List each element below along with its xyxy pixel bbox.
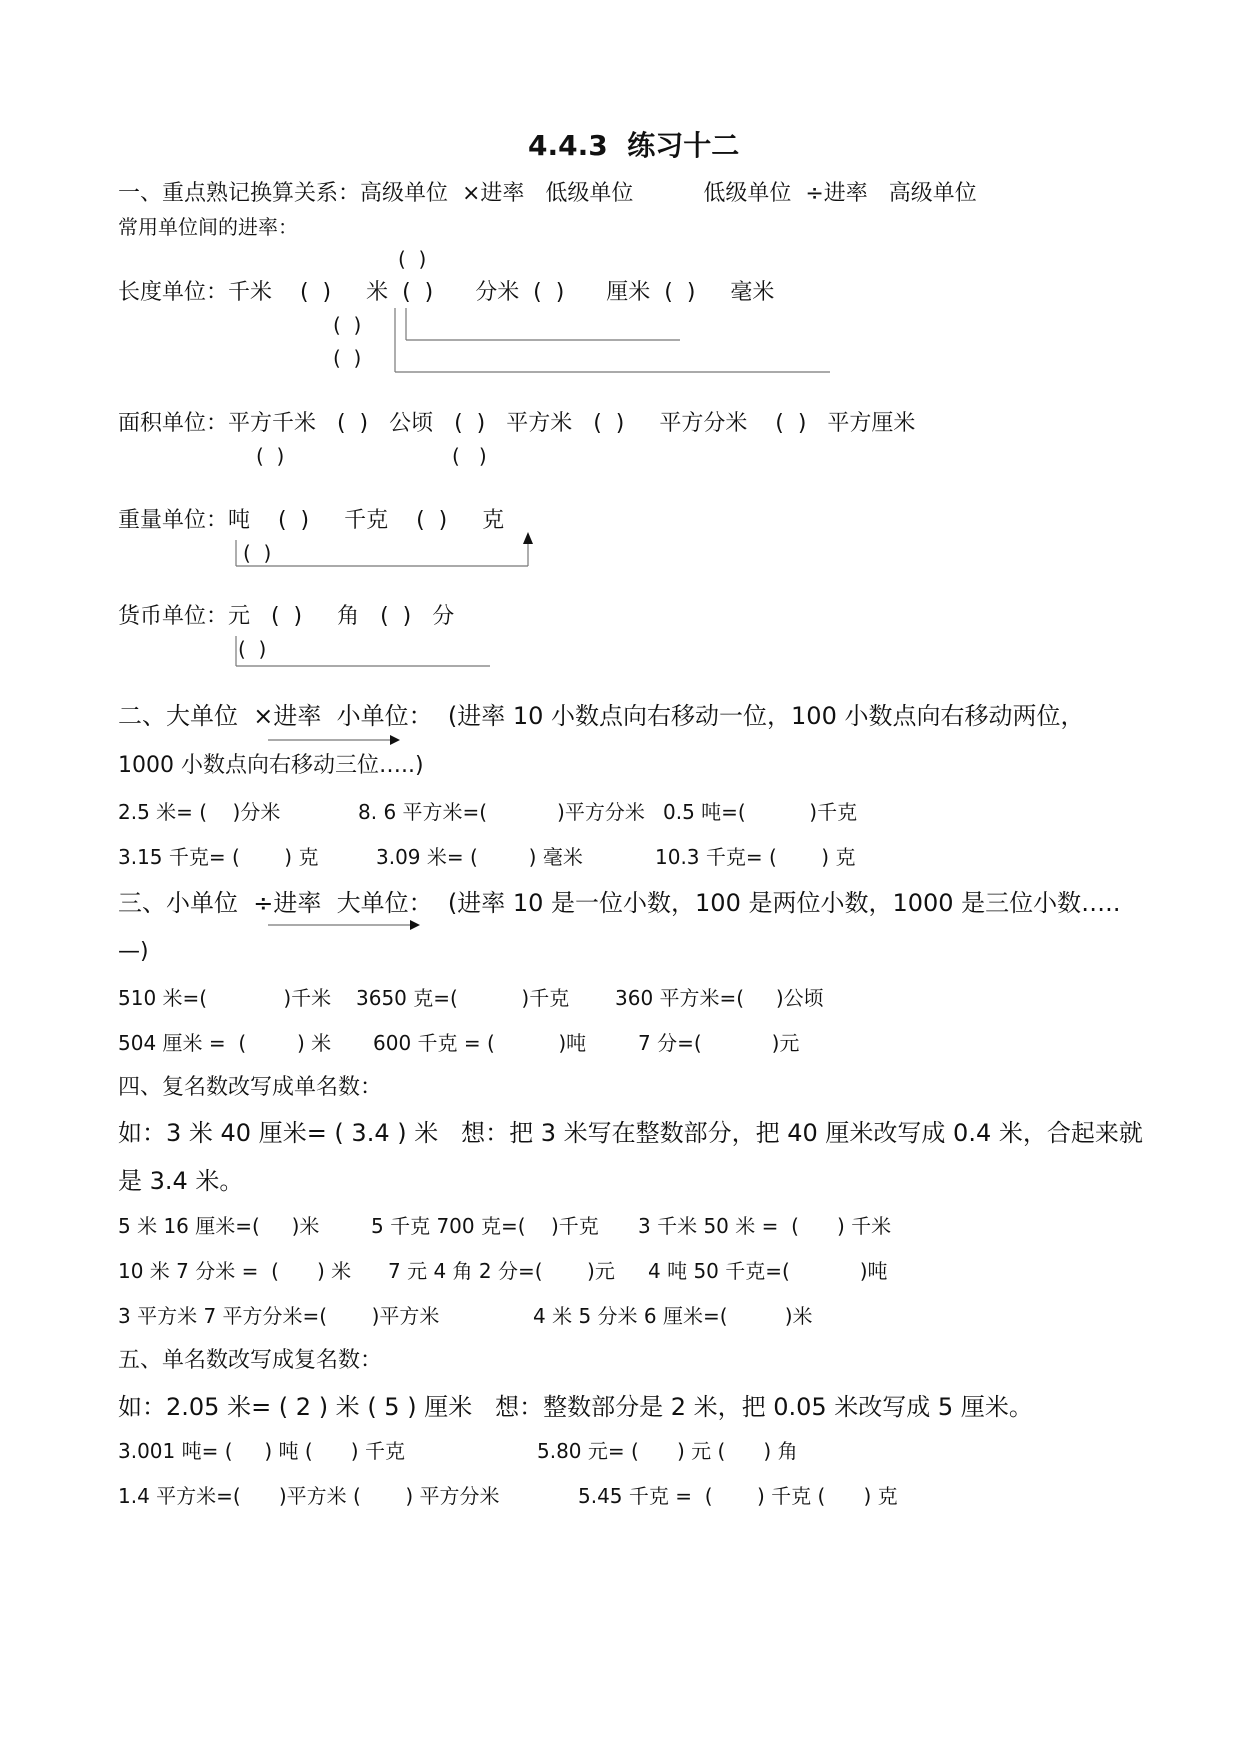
s4-q6: 4 吨 50 千克=( )吨 [648,1259,888,1283]
length-bottom-blank-2: ( ) [333,346,362,370]
section-1-subheading: 常用单位间的进率： [118,215,298,239]
s3-q5: 600 千克 = ( )吨 [373,1031,587,1055]
s2-q3: 0.5 吨=( )千克 [663,800,858,824]
s4-q7: 3 平方米 7 平方分米=( )平方米 [118,1304,440,1328]
s5-q2: 5.80 元= ( ) 元 ( ) 角 [537,1439,798,1463]
s3-q1: 510 米=( )千米 [118,986,332,1010]
money-units-row: 货币单位：元 ( ) 角 ( ) 分 [118,604,455,629]
s4-q4: 10 米 7 分米 = ( ) 米 [118,1259,352,1283]
s4-q3: 3 千米 50 米 = ( ) 千米 [638,1214,892,1238]
section-4-heading: 四、复名数改写成单名数： [118,1075,383,1100]
length-top-blank: ( ) [398,247,427,271]
weight-units-row: 重量单位：吨 ( ) 千克 ( ) 克 [118,508,505,533]
s4-q1: 5 米 16 厘米=( )米 [118,1214,320,1238]
s2-q2: 8. 6 平方米=( )平方分米 [358,800,645,824]
s4-q2: 5 千克 700 克=( )千克 [371,1214,599,1238]
length-units-row: 长度单位：千米 ( ) 米 ( ) 分米 ( ) 厘米 ( ) 毫米 [118,280,775,305]
section-1-heading: 一、重点熟记换算关系：高级单位 ×进率 低级单位 低级单位 ÷进率 高级单位 [118,181,977,206]
section-4-example: 如：3 米 40 厘米= ( 3.4 ) 米 想：把 3 米写在整数部分，把 40 厘米改写成 0.4 米，合起来就 [118,1119,1143,1147]
s5-q4: 5.45 千克 = ( ) 千克 ( ) 克 [578,1484,898,1508]
s3-q6: 7 分=( )元 [638,1031,800,1055]
weight-bottom-blank: ( ) [243,541,272,565]
section-4-example-cont: 是 3.4 米。 [118,1167,244,1195]
section-5-heading: 五、单名数改写成复名数： [118,1348,383,1373]
s2-q1: 2.5 米= ( )分米 [118,800,281,824]
s5-q1: 3.001 吨= ( ) 吨 ( ) 千克 [118,1439,405,1463]
s2-q5: 3.09 米= ( ) 毫米 [376,845,583,869]
section-5-example: 如：2.05 米= ( 2 ) 米 ( 5 ) 厘米 想：整数部分是 2 米，把 0.05 米改写成 5 厘米。 [118,1393,1033,1421]
s3-q2: 3650 克=( )千克 [356,986,570,1010]
s3-q3: 360 平方米=( )公顷 [615,986,824,1010]
s2-q4: 3.15 千克= ( ) 克 [118,845,319,869]
section-3-heading: 三、小单位 ÷进率 大单位： (进率 10 是一位小数，100 是两位小数，1000 是三位小数….. [118,889,1121,917]
s5-q3: 1.4 平方米=( )平方米 ( ) 平方分米 [118,1484,500,1508]
page-title: 4.4.3 练习十二 [528,129,740,162]
money-bottom-blank: ( ) [238,637,267,661]
length-bottom-blank-1: ( ) [333,313,362,337]
s2-q6: 10.3 千克= ( ) 克 [655,845,856,869]
s4-q5: 7 元 4 角 2 分=( )元 [388,1259,615,1283]
area-units-row: 面积单位：平方千米 ( ) 公顷 ( ) 平方米 ( ) 平方分米 ( ) 平方厘米 [118,411,916,436]
s4-q8: 4 米 5 分米 6 厘米=( )米 [533,1304,813,1328]
s3-q4: 504 厘米 = ( ) 米 [118,1031,332,1055]
area-bottom-blank-2: ( ) [452,444,487,468]
area-bottom-blank-1: ( ) [256,444,285,468]
section-2-heading: 二、大单位 ×进率 小单位： (进率 10 小数点向右移动一位，100 小数点向右移动两位， [118,702,1085,730]
section-2-heading-cont: 1000 小数点向右移动三位…..) [118,753,424,778]
section-3-heading-cont: —) [118,939,149,964]
